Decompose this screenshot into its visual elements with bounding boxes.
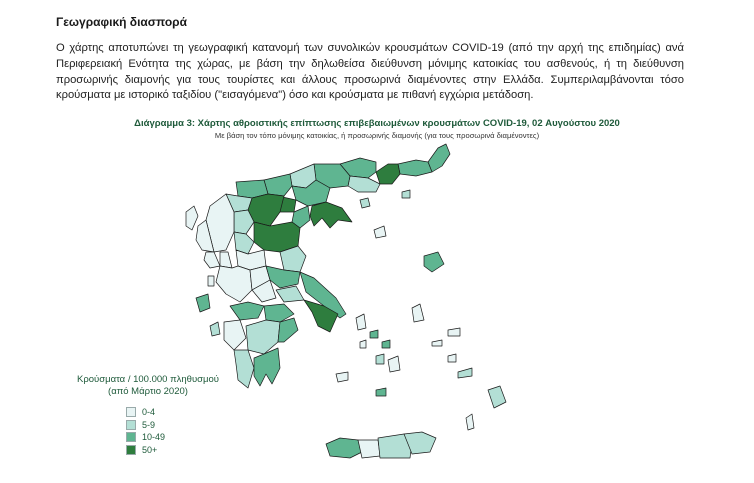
legend-label: 10-49: [142, 432, 166, 443]
region-kos: [458, 368, 472, 378]
region-samothraki: [402, 190, 410, 198]
region-samos: [448, 328, 460, 336]
legend-swatch: [126, 420, 136, 430]
region-syros: [360, 340, 366, 348]
region-chios: [412, 304, 424, 322]
region-paros: [376, 354, 384, 364]
legend-title-line2: (από Μάρτιο 2020): [108, 386, 188, 397]
legend-item: [126, 431, 234, 444]
region-xanthi: [376, 164, 400, 184]
map-legend: [62, 374, 234, 456]
legend-item: [126, 444, 234, 457]
legend-label: 0-4: [142, 407, 156, 418]
legend-title-line1: Κρούσματα / 100.000 πληθυσμού: [77, 374, 219, 385]
region-kefalonia: [196, 294, 210, 312]
region-preveza: [204, 252, 220, 268]
legend-label: 50+: [142, 444, 158, 455]
region-achaia: [230, 302, 264, 320]
region-arkadia: [246, 320, 280, 354]
region-mykonos: [382, 340, 390, 348]
region-lesvos: [424, 252, 444, 272]
legend-swatch: [126, 407, 136, 417]
intro-paragraph: Ο χάρτης αποτυπώνει τη γεωγραφική κατανομή των συνολικών κρουσμάτων COVID-19 (από την αρχή της επιδημίας) ανά Περιφερειακή Ενότητα της χώρας, με βάση την δηλωθείσα διεύθυνση μόνιμης κατοικίας του ασθενούς, ή τη διεύθυνση προσωρινής διαμονής για τους τουρίστες και άλλους προσωρινά διαμένοντες στην Ελλάδα. Συμπεριλαμβάνονται τόσο κρούσματα με ιστορικό ταξιδίου ("εισαγόμενα") όσο και κρούσματα με πιθανή εγχώρια μετάδοση.: [56, 42, 684, 102]
region-andros: [356, 314, 366, 330]
legend-item: [126, 406, 234, 419]
region-limnos: [374, 226, 386, 238]
figure-subtitle: Με βάση τον τόπο μόνιμης κατοικίας, ή προσωρινής διαμονής (για τους προσωρινά διαμένοντες): [214, 131, 540, 140]
region-ileia: [224, 320, 246, 350]
region-zakynthos: [210, 322, 220, 336]
region-chania: [326, 438, 362, 458]
figure-title: Διάγραμμα 3: Χάρτης αθροιστικής επίπτωσης επιβεβαιωμένων κρουσμάτων COVID-19, 02 Αυγούστου 2020: [134, 118, 620, 129]
region-thasos: [360, 198, 370, 208]
region-voiotia: [276, 286, 304, 302]
region-aitoloakarnania: [216, 266, 252, 302]
legend-swatch: [126, 445, 136, 455]
legend-item: [126, 419, 234, 432]
region-milos: [336, 372, 348, 382]
region-pella: [264, 174, 292, 196]
region-evros: [428, 144, 450, 172]
region-ikaria: [432, 340, 442, 346]
region-messinia: [234, 350, 254, 388]
region-arta: [220, 252, 232, 268]
region-naxos: [388, 356, 400, 372]
region-thira: [376, 388, 386, 396]
region-kavala: [348, 176, 380, 192]
legend-items: [126, 406, 234, 456]
region-tinos: [370, 330, 378, 338]
region-kalymnos: [448, 354, 456, 362]
legend-swatch: [126, 432, 136, 442]
region-chalkidiki: [310, 202, 352, 228]
legend-title: [62, 374, 234, 398]
region-rodos: [488, 386, 506, 408]
region-rodopi: [398, 160, 432, 176]
section-heading: Γεωγραφική διασπορά: [56, 15, 187, 29]
region-karpathos: [466, 414, 474, 430]
legend-label: 5-9: [142, 419, 156, 430]
greece-choropleth-map: [180, 142, 540, 472]
region-argolida: [278, 318, 298, 342]
region-kerkyra: [186, 206, 198, 230]
region-rethymno: [358, 440, 380, 458]
region-lakonia: [254, 348, 280, 386]
region-lefkada: [208, 276, 214, 286]
